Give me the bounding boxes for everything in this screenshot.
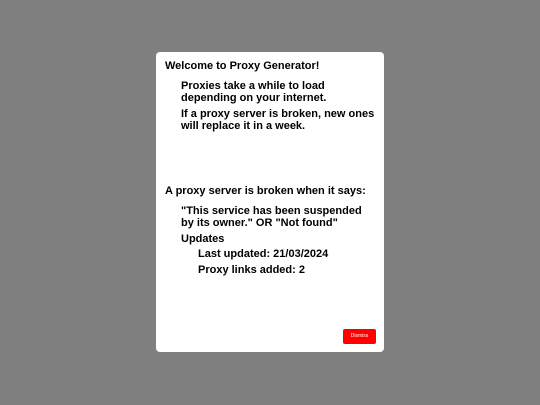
load-time-note: Proxies take a while to load depending on your internet.	[181, 80, 327, 104]
broken-proxy-note: If a proxy server is broken, new ones will replace it in a week.	[181, 108, 375, 132]
proxy-links-added: Proxy links added: 2	[198, 264, 305, 276]
dismiss-button[interactable]: Dismiss	[343, 329, 376, 344]
welcome-modal	[156, 52, 384, 352]
last-updated: Last updated: 21/03/2024	[198, 248, 329, 260]
broken-heading: A proxy server is broken when it says:	[165, 185, 366, 197]
broken-message: "This service has been suspended by its owner." OR "Not found"	[181, 205, 362, 229]
modal-title: Welcome to Proxy Generator!	[165, 60, 320, 72]
updates-heading: Updates	[181, 233, 225, 245]
